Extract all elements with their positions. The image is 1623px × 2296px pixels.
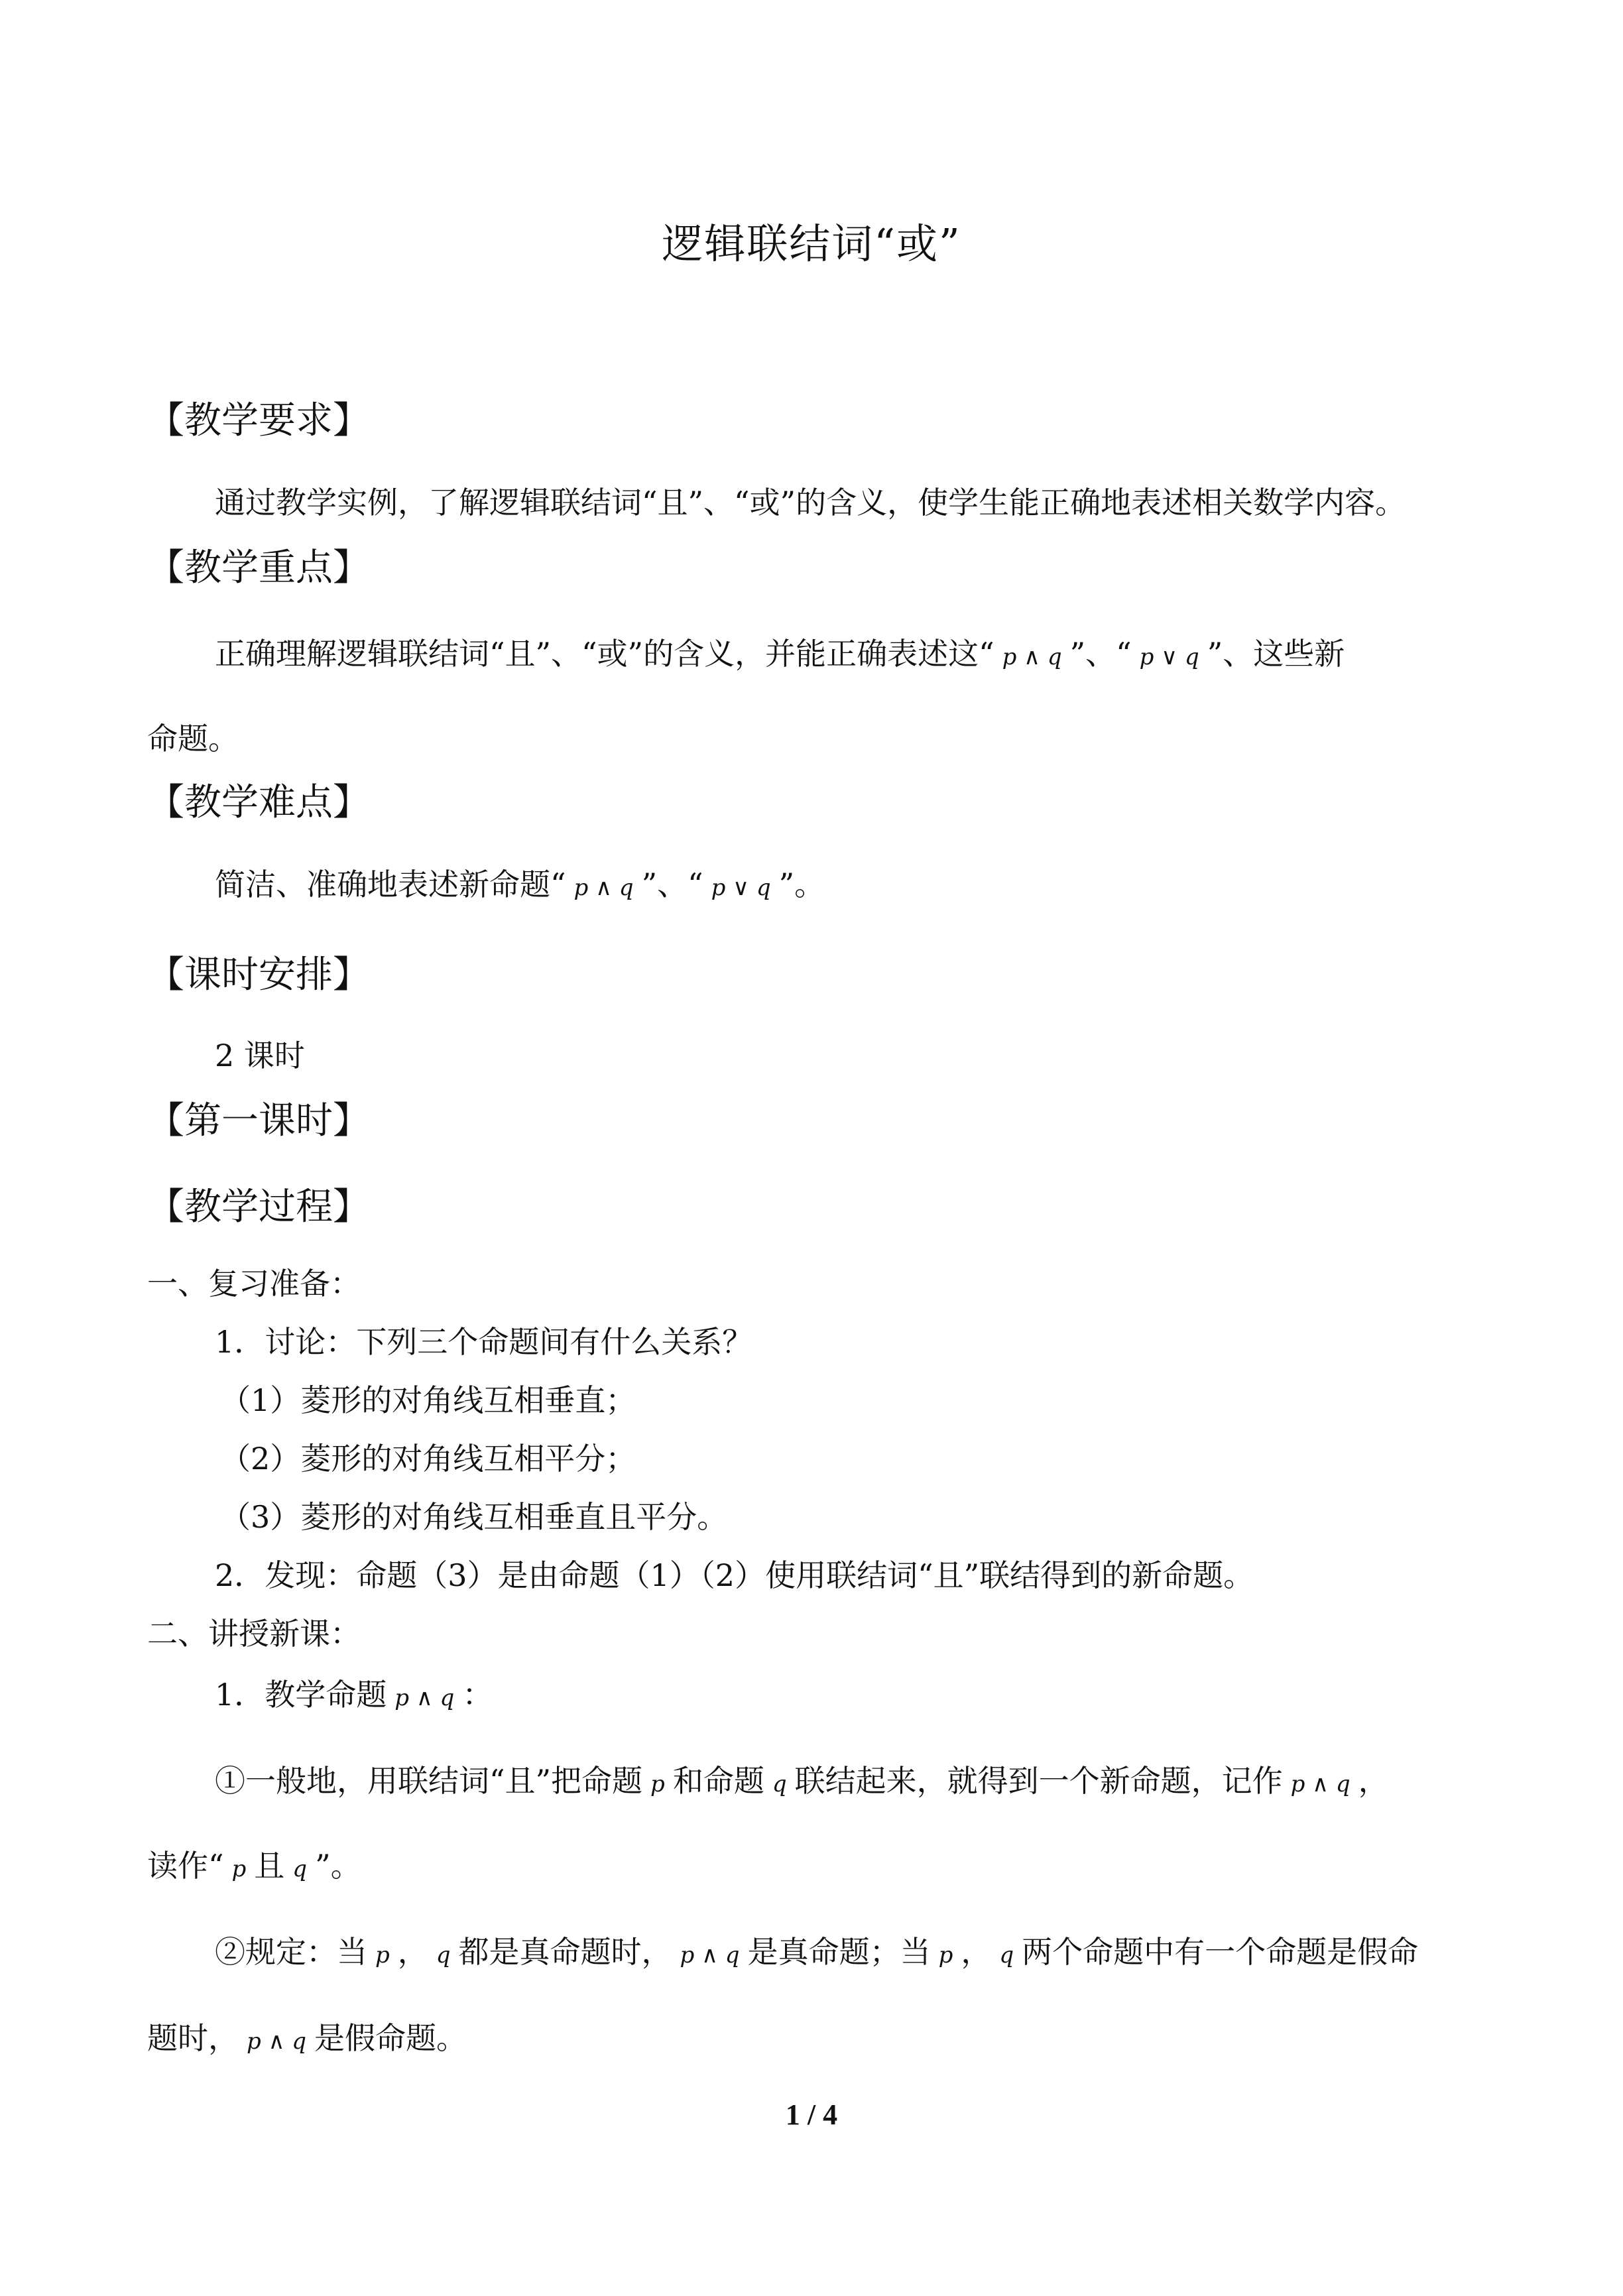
def-text-c: 联结起来，就得到一个新命题，记作 xyxy=(794,1763,1283,1799)
heading-schedule: 【课时安排】 xyxy=(147,953,370,997)
item1-text-a: 1．教学命题 xyxy=(215,1677,387,1713)
math-p-and-q: p ∧ q xyxy=(394,1685,455,1711)
heading-key-points: 【教学重点】 xyxy=(147,546,370,589)
review-heading: 一、复习准备： xyxy=(147,1266,361,1301)
new-lesson-item-1 xyxy=(215,1671,493,1715)
key-points-line-1 xyxy=(215,630,1345,674)
rule-text-a: ②规定：当 xyxy=(215,1934,367,1970)
def-text-d: ， xyxy=(1358,1763,1389,1799)
heading-process: 【教学过程】 xyxy=(147,1185,370,1229)
rule-text-d: 是真命题；当 xyxy=(747,1934,931,1970)
document-title: 逻辑联结词“或” xyxy=(662,219,961,268)
review-proposition-1: （1）菱形的对角线互相垂直； xyxy=(220,1382,636,1418)
definition-line-1 xyxy=(215,1757,1389,1801)
new-lesson-heading: 二、讲授新课： xyxy=(147,1616,361,1652)
rule-line-1 xyxy=(215,1928,1418,1972)
requirements-text: 通过教学实例，了解逻辑联结词“且”、“或”的含义，使学生能正确地表述相关数学内容。 xyxy=(215,485,1406,520)
rule2-text-b: 是假命题。 xyxy=(314,2020,467,2056)
math-p-and-q: p ∧ q xyxy=(1290,1771,1351,1797)
rule-text-c: 都是真命题时， xyxy=(458,1934,672,1970)
math-p-and-q: p ∧ q xyxy=(573,875,634,901)
schedule-text: 2 课时 xyxy=(215,1038,305,1073)
rule2-text-a: 题时， xyxy=(147,2020,239,2056)
page-number: 1 / 4 xyxy=(785,2098,838,2131)
math-q: q xyxy=(772,1771,787,1797)
difficulties-text-b: ”、“ xyxy=(641,867,703,902)
heading-difficulties: 【教学难点】 xyxy=(147,781,370,824)
math-q: q xyxy=(436,1942,451,1968)
math-p-or-q: p ∨ q xyxy=(711,875,771,901)
math-p-and-q: p ∧ q xyxy=(1002,644,1062,670)
item1-text-b: ： xyxy=(462,1677,493,1713)
heading-first-lesson: 【第一课时】 xyxy=(147,1099,370,1142)
read-text-c: ”。 xyxy=(315,1848,361,1884)
difficulties-text-a: 简洁、准确地表述新命题“ xyxy=(215,867,566,902)
def-text-a: ①一般地，用联结词“且”把命题 xyxy=(215,1763,643,1799)
key-points-text-a: 正确理解逻辑联结词“且”、“或”的含义，并能正确表述这“ xyxy=(215,636,994,672)
key-points-text-c: ”、这些新 xyxy=(1207,636,1345,672)
math-p: p xyxy=(375,1942,390,1968)
rule-text-b: ， xyxy=(397,1934,428,1970)
math-p: p xyxy=(938,1942,953,1968)
key-points-text-b: ”、“ xyxy=(1069,636,1132,672)
rule-text-e: ， xyxy=(961,1934,992,1970)
review-question-1: 1．讨论：下列三个命题间有什么关系？ xyxy=(215,1324,753,1360)
math-p-and-q: p ∧ q xyxy=(680,1942,740,1968)
rule-line-2 xyxy=(147,2014,467,2058)
math-q: q xyxy=(999,1942,1014,1968)
rule-text-f: 两个命题中有一个命题是假命 xyxy=(1022,1934,1419,1970)
heading-requirements: 【教学要求】 xyxy=(147,399,370,442)
math-p: p xyxy=(231,1856,247,1882)
review-question-2: 2．发现：命题（3）是由命题（1）（2）使用联结词“且”联结得到的新命题。 xyxy=(215,1557,1254,1593)
difficulties-text-c: ”。 xyxy=(778,867,825,902)
definition-line-2 xyxy=(147,1842,361,1886)
difficulties-line xyxy=(215,861,825,904)
math-p-or-q: p ∨ q xyxy=(1139,644,1199,670)
review-proposition-2: （2）菱形的对角线互相平分； xyxy=(220,1441,636,1477)
math-p: p xyxy=(650,1771,665,1797)
math-p-and-q: p ∧ q xyxy=(247,2028,307,2055)
read-text-a: 读作“ xyxy=(147,1848,224,1884)
math-q: q xyxy=(292,1856,308,1882)
def-text-b: 和命题 xyxy=(672,1763,764,1799)
key-points-line-2: 命题。 xyxy=(147,721,239,756)
read-text-b: 且 xyxy=(254,1848,285,1884)
review-proposition-3: （3）菱形的对角线互相垂直且平分。 xyxy=(220,1499,728,1535)
